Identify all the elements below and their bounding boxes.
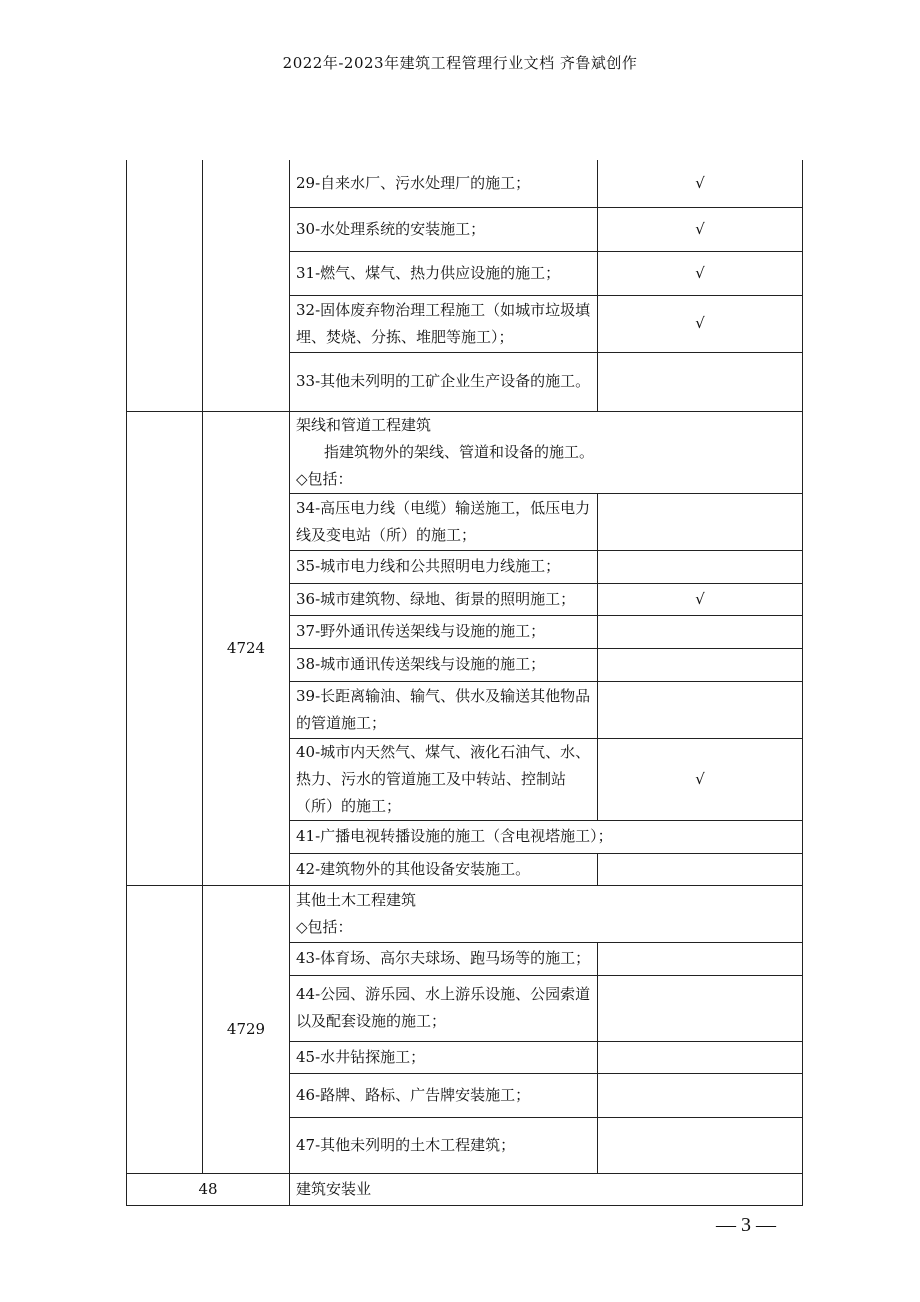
item-text: 46-路牌、路标、广告牌安装施工；: [290, 1073, 598, 1117]
check-mark: √: [598, 738, 803, 820]
item-text: 31-燃气、煤气、热力供应设施的施工；: [290, 251, 598, 295]
item-text: 39-长距离输油、输气、供水及输送其他物品的管道施工；: [290, 681, 598, 738]
item-text: 44-公园、游乐园、水上游乐设施、公园索道以及配套设施的施工；: [290, 975, 598, 1041]
industry-table: [126, 160, 803, 1206]
item-text: 40-城市内天然气、煤气、液化石油气、水、热力、污水的管道施工及中转站、控制站（所）的施工；: [290, 738, 598, 820]
code-4729: 4729: [203, 885, 290, 1173]
section-heading: 其他土木工程建筑: [296, 890, 417, 909]
item-text: 30-水处理系统的安装施工；: [290, 207, 598, 251]
item-text: 43-体育场、高尔夫球场、跑马场等的施工；: [290, 942, 598, 975]
check-mark: [598, 493, 803, 550]
item-text: 32-固体废弃物治理工程施工（如城市垃圾填埋、焚烧、分拣、堆肥等施工）；: [290, 295, 598, 352]
item-text: 35-城市电力线和公共照明电力线施工；: [290, 550, 598, 583]
page-number: — 3 —: [716, 1214, 776, 1236]
section-heading-cell: [290, 885, 803, 942]
item-text: 38-城市通讯传送架线与设施的施工；: [290, 648, 598, 681]
category-cell: [127, 411, 203, 885]
check-mark: [598, 648, 803, 681]
section-heading-cell: [290, 411, 803, 493]
item-text: 42-建筑物外的其他设备安装施工。: [290, 853, 598, 885]
check-mark: [598, 1073, 803, 1117]
check-mark: [598, 1041, 803, 1073]
check-mark: √: [598, 160, 803, 207]
item-text: 45-水井钻探施工；: [290, 1041, 598, 1073]
check-mark: [598, 681, 803, 738]
category-cell: [127, 885, 203, 1173]
section-heading: 架线和管道工程建筑: [296, 415, 432, 434]
check-mark: √: [598, 295, 803, 352]
section-heading: 建筑安装业: [290, 1173, 803, 1205]
check-mark: [598, 615, 803, 648]
check-mark: [598, 942, 803, 975]
check-mark: [598, 550, 803, 583]
item-text: 36-城市建筑物、绿地、街景的照明施工；: [290, 583, 598, 615]
item-text: 41-广播电视转播设施的施工（含电视塔施工）；: [290, 820, 803, 853]
item-text: 37-野外通讯传送架线与设施的施工；: [290, 615, 598, 648]
item-text: 47-其他未列明的土木工程建筑；: [290, 1117, 598, 1173]
item-text: 29-自来水厂、污水处理厂的施工；: [290, 160, 598, 207]
check-mark: √: [598, 583, 803, 615]
code-48: 48: [127, 1173, 290, 1205]
code-cell: [203, 160, 290, 411]
check-mark: [598, 352, 803, 411]
section-description: 指建筑物外的架线、管道和设备的施工。: [324, 442, 595, 461]
page-header: 2022年-2023年建筑工程管理行业文档 齐鲁斌创作: [282, 54, 638, 72]
check-mark: [598, 975, 803, 1041]
include-label: ◇包括：: [296, 469, 353, 488]
check-mark: √: [598, 251, 803, 295]
item-text: 34-高压电力线（电缆）输送施工，低压电力线及变电站（所）的施工；: [290, 493, 598, 550]
check-mark: [598, 853, 803, 885]
check-mark: [598, 1117, 803, 1173]
category-cell: [127, 160, 203, 411]
item-text: 33-其他未列明的工矿企业生产设备的施工。: [290, 352, 598, 411]
include-label: ◇包括：: [296, 917, 353, 936]
check-mark: √: [598, 207, 803, 251]
code-4724: 4724: [203, 411, 290, 885]
